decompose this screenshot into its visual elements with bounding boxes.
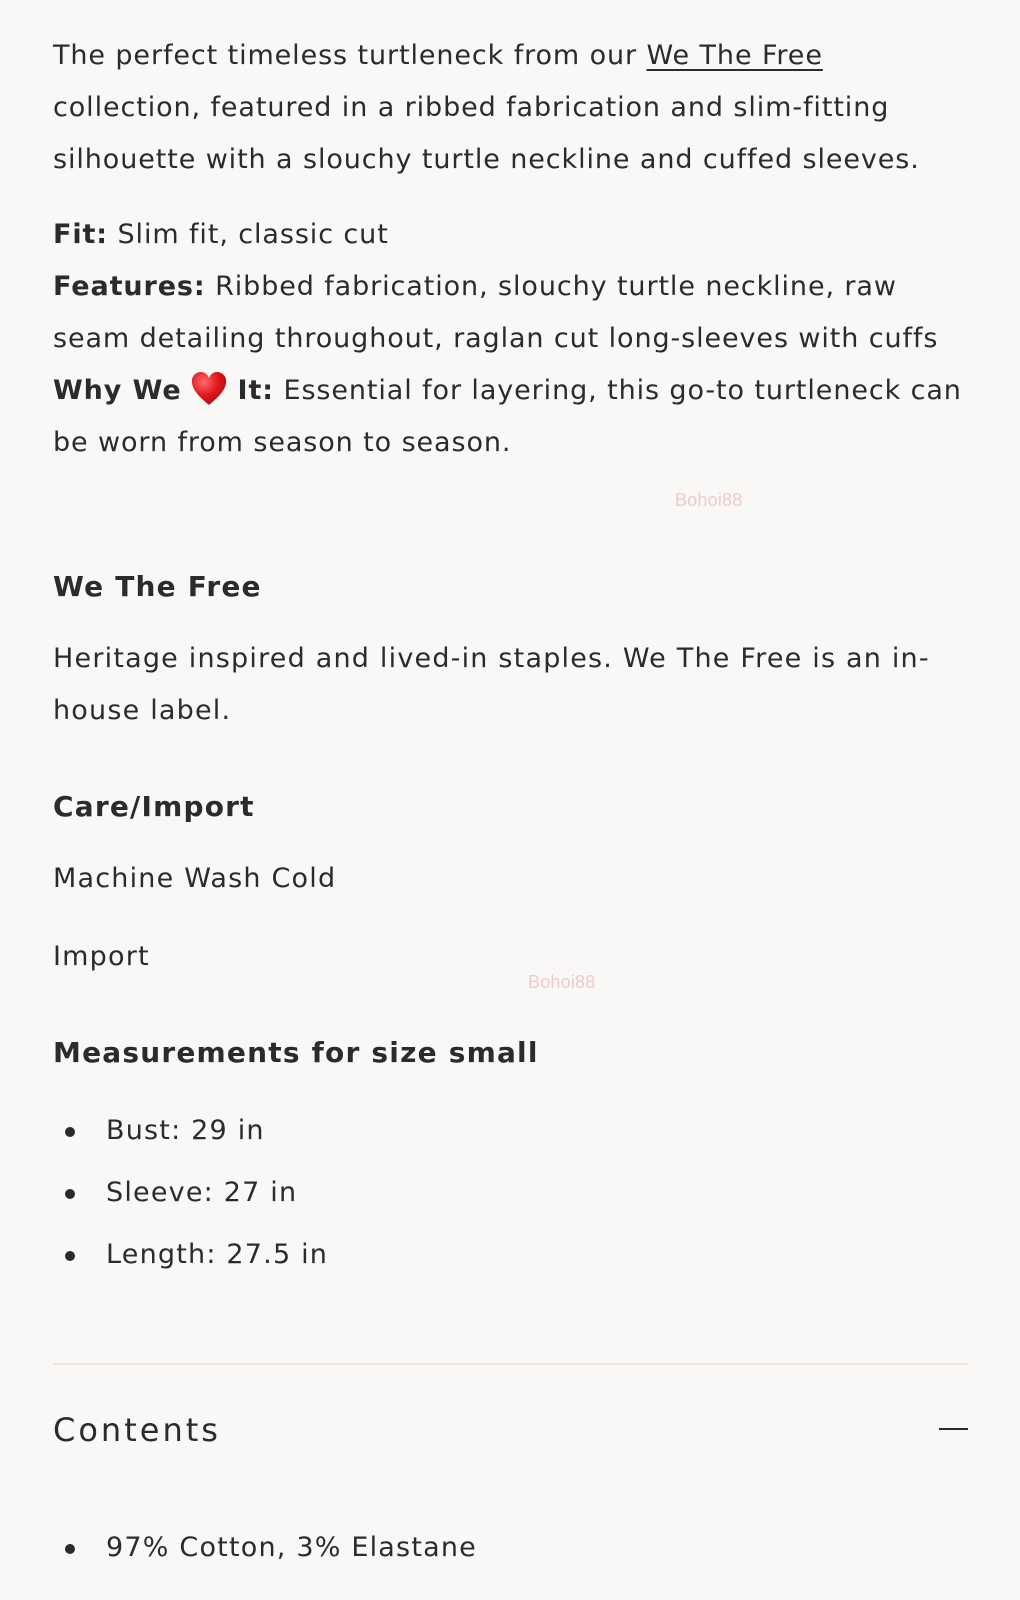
bullet-icon — [65, 1251, 75, 1261]
bullet-icon — [65, 1127, 75, 1137]
measurement-sleeve: Sleeve: 27 in — [106, 1177, 298, 1208]
list-item — [53, 1100, 328, 1162]
measurement-bust: Bust: 29 in — [106, 1115, 265, 1146]
bullet-icon — [65, 1544, 75, 1554]
contents-heading: Contents — [53, 1411, 221, 1449]
list-item — [53, 1162, 328, 1224]
why-value: Essential for layering, this go-to turtleneck can be worn from season to season. — [53, 375, 962, 458]
heart-icon — [190, 371, 228, 407]
contents-list — [53, 1517, 477, 1579]
section-divider — [53, 1363, 968, 1365]
fit-label: Fit: — [53, 219, 109, 250]
fit-line — [53, 209, 968, 261]
list-item — [53, 1224, 328, 1286]
contents-accordion-toggle[interactable] — [53, 1400, 968, 1460]
intro-paragraph — [53, 30, 968, 186]
brand-description: Heritage inspired and lived-in staples. We The Free is an in-house label. — [53, 643, 930, 726]
measurements-list — [53, 1100, 328, 1286]
measurement-length: Length: 27.5 in — [106, 1239, 329, 1270]
watermark-text: Bohoi88 — [528, 972, 596, 992]
care-wash-text: Machine Wash Cold — [53, 863, 337, 894]
care-import-text: Import — [53, 941, 150, 972]
bullet-icon — [65, 1189, 75, 1199]
fit-value: Slim fit, classic cut — [108, 219, 389, 250]
brand-heading: We The Free — [53, 570, 262, 603]
watermark-text: Bohoi88 — [675, 490, 743, 510]
measurements-heading: Measurements for size small — [53, 1036, 539, 1069]
list-item — [53, 1517, 477, 1579]
features-line — [53, 261, 968, 365]
features-value: Ribbed fabrication, slouchy turtle neckline, raw seam detailing throughout, raglan cut long-sleeves with cuffs — [53, 271, 939, 354]
minus-icon[interactable] — [939, 1428, 968, 1430]
why-label-end: It: — [237, 375, 274, 406]
contents-material: 97% Cotton, 3% Elastane — [106, 1532, 477, 1563]
why-we-love-it-line — [53, 365, 968, 469]
product-details — [53, 209, 968, 469]
we-the-free-link[interactable]: We The Free — [646, 40, 823, 71]
intro-text-before: The perfect timeless turtleneck from our — [53, 40, 647, 71]
why-label-start: Why We — [53, 375, 182, 406]
features-label: Features: — [53, 271, 206, 302]
intro-text-after: collection, featured in a ribbed fabrication and slim-fitting silhouette with a slouchy turtle neckline and cuffed sleeves. — [53, 92, 920, 175]
care-heading: Care/Import — [53, 790, 255, 823]
